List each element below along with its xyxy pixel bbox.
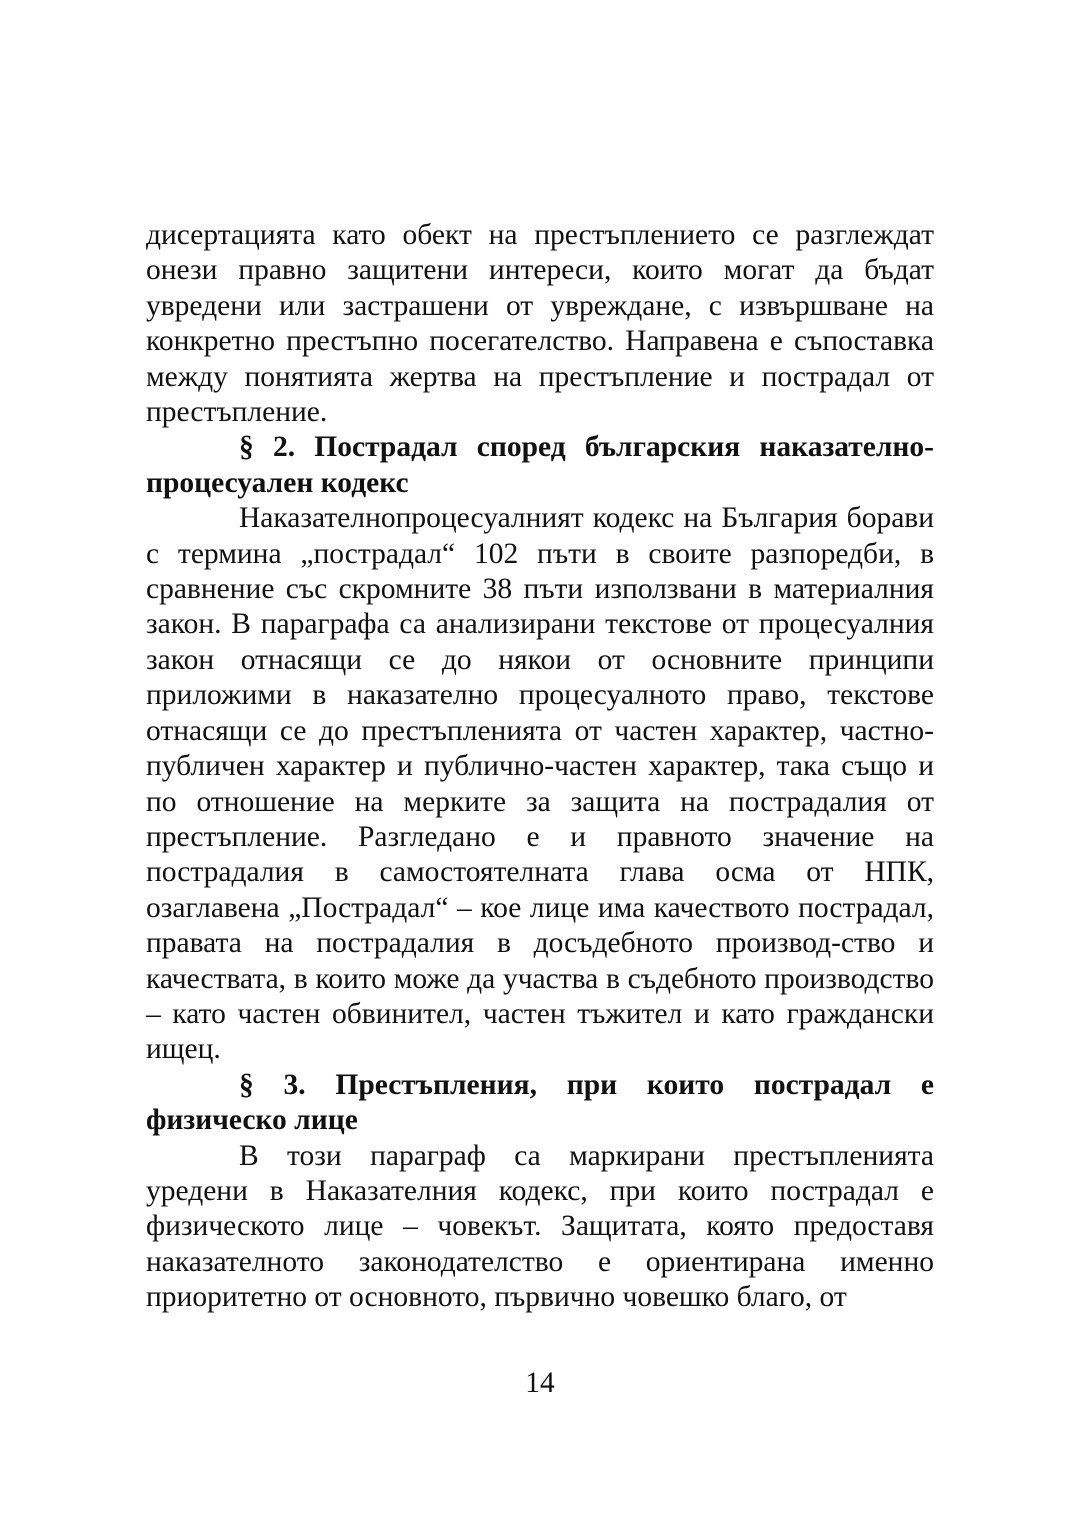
body-paragraph: Наказателнопроцесуалният кодекс на България борави с термина „пострадал“ 102 пъти в своите разпоредби, в сравнение със скромните 38 пъти използвани в материалния закон. В параграфа са анализирани текстове от процесуалния закон отнасящи се до някои от основните принципи приложими в наказателно процесуалното право, текстове отнасящи се до престъпленията от частен характер, частно-публичен характер и публично-частен характер, така също и по отношение на мерките за защита на пострадалия от престъпление. Разгледано е и правното значение на пострадалия в самостоятелната глава осма от НПК, озаглавена „Пострадал“ – кое лице има качеството пострадал, правата на пострадалия в досъдебното производ-ство и качествата, в които може да участва в съдебното производство – като частен обвинител, частен тъжител и като граждански ищец. <box>146 502 934 1066</box>
body-paragraph: дисертацията като обект на престъплението се разглеждат онези правно защитени интереси, които могат да бъдат увредени или застрашени от увреждане, с извършване на конкретно престъпно посегателство. Направена е съпоставка между понятията жертва на престъпление и пострадал от престъпление. <box>146 219 934 429</box>
page-body <box>146 218 934 1316</box>
section-heading: § 3. Престъпления, при които пострадал е физическо лице <box>146 1068 934 1137</box>
body-paragraph: В този параграф са маркирани престъпленията уредени в Наказателния кодекс, при които пострадал е физическото лице – човекът. Защитата, която предоставя наказателното законодателство е ориентирана именно приоритетно от основното, първично човешко благо, от <box>146 1139 934 1314</box>
page-number: 14 <box>525 1367 555 1399</box>
section-heading: § 2. Пострадал според българския наказателно-процесуален кодекс <box>146 431 934 499</box>
